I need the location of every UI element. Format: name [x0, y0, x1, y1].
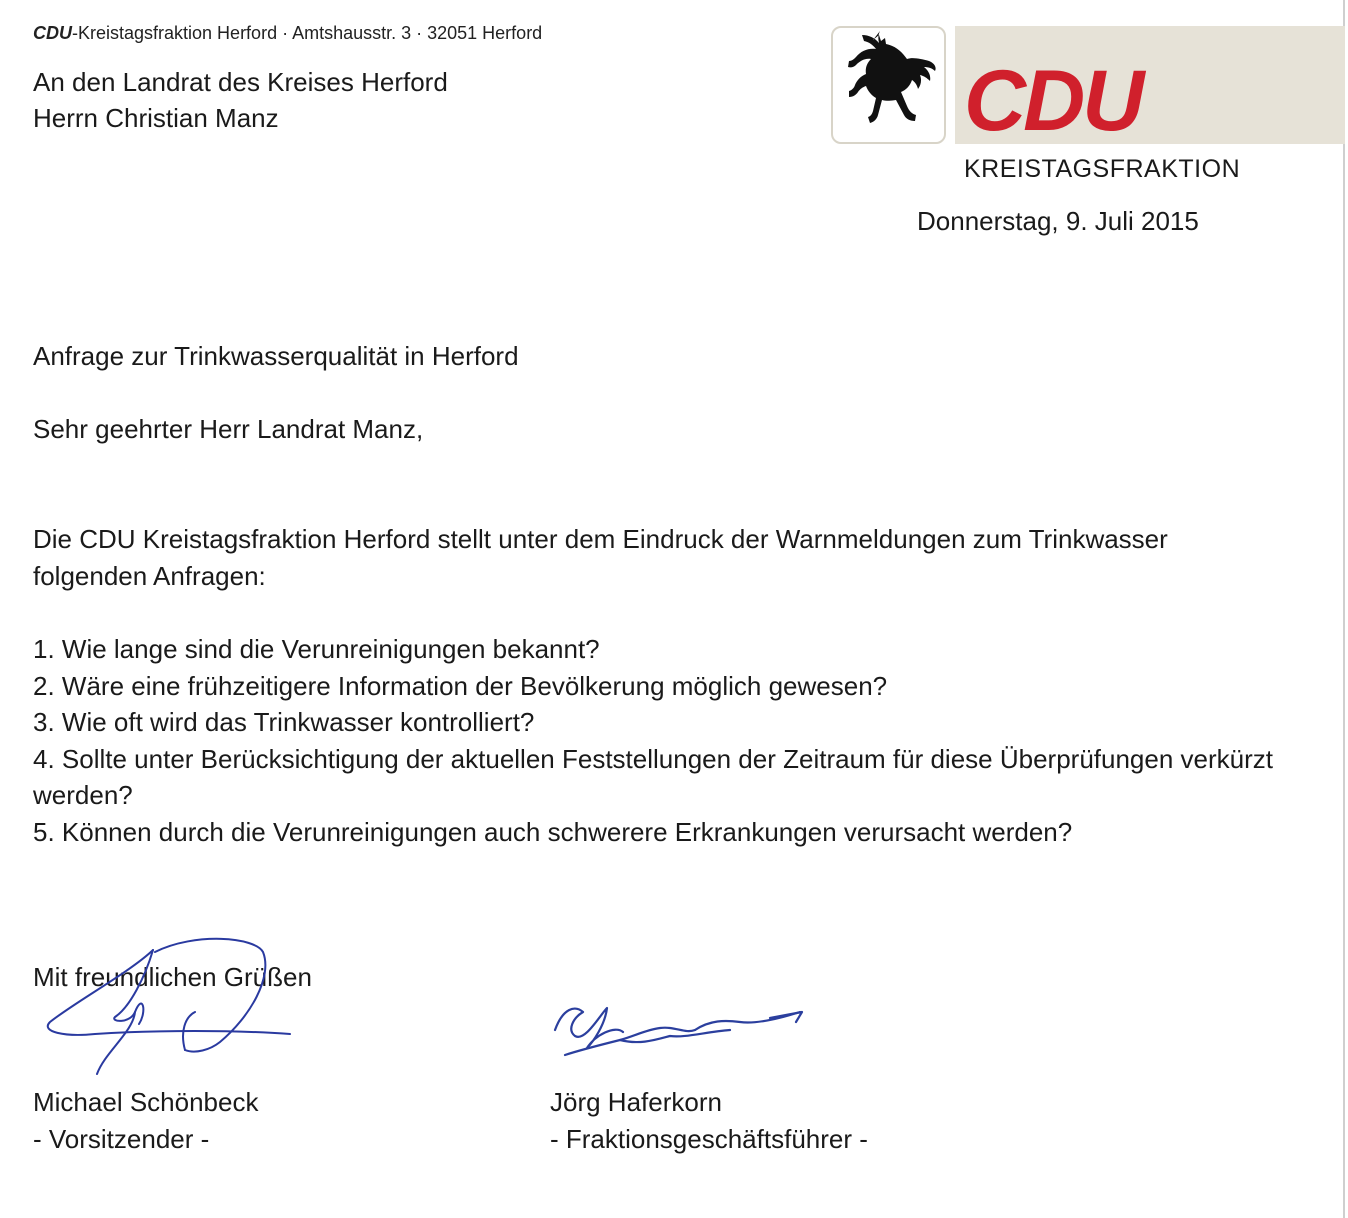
- page-edge-divider: [1343, 0, 1345, 1218]
- salutation: Sehr geehrter Herr Landrat Manz,: [33, 414, 424, 444]
- sender-org: CDU: [33, 23, 72, 43]
- horse-emblem-icon: [831, 26, 946, 144]
- cdu-logo-wordmark: CDU: [964, 53, 1142, 149]
- signer-name: Michael Schönbeck: [33, 1087, 259, 1117]
- signature-haferkorn-icon: [545, 990, 820, 1070]
- signer-name: Jörg Haferkorn: [550, 1087, 722, 1117]
- recipient-line-1: An den Landrat des Kreises Herford: [33, 67, 448, 97]
- recipient-block: [33, 64, 448, 136]
- closing-phrase: Mit freundlichen Grüßen: [33, 962, 312, 992]
- signature-schoenbeck-icon: [35, 932, 305, 1092]
- letter-subject: Anfrage zur Trinkwasserqualität in Herford: [33, 341, 519, 371]
- question-item: 5. Können durch die Verunreinigungen auch schwerere Erkrankungen verursacht werden?: [33, 816, 1073, 847]
- signer-role: - Fraktionsgeschäftsführer -: [550, 1124, 868, 1154]
- letter-date: Donnerstag, 9. Juli 2015: [917, 206, 1199, 236]
- question-item: 3. Wie oft wird das Trinkwasser kontrolliert?: [33, 707, 535, 737]
- question-item: 4. Sollte unter Berücksichtigung der aktuellen Feststellungen der Zeitraum für diese Überprüfungen verkürzt werden?: [33, 743, 1273, 810]
- sender-address-line: [33, 22, 542, 44]
- signer-role: - Vorsitzender -: [33, 1124, 210, 1154]
- signer-schoenbeck: [33, 1084, 258, 1158]
- logo-subtitle: KREISTAGSFRAKTION: [964, 155, 1241, 183]
- question-list: [33, 631, 1283, 850]
- sender-address: -Kreistagsfraktion Herford · Amtshausstr. 3 · 32051 Herford: [72, 23, 543, 43]
- question-item: 2. Wäre eine frühzeitigere Information der Bevölkerung möglich gewesen?: [33, 670, 888, 701]
- signer-haferkorn: [550, 1084, 868, 1158]
- recipient-line-2: Herrn Christian Manz: [33, 103, 279, 133]
- intro-paragraph: Die CDU Kreistagsfraktion Herford stellt unter dem Eindruck der Warnmeldungen zum Trinkwasser folgenden Anfragen:: [33, 524, 1168, 591]
- question-item: 1. Wie lange sind die Verunreinigungen bekannt?: [33, 634, 600, 664]
